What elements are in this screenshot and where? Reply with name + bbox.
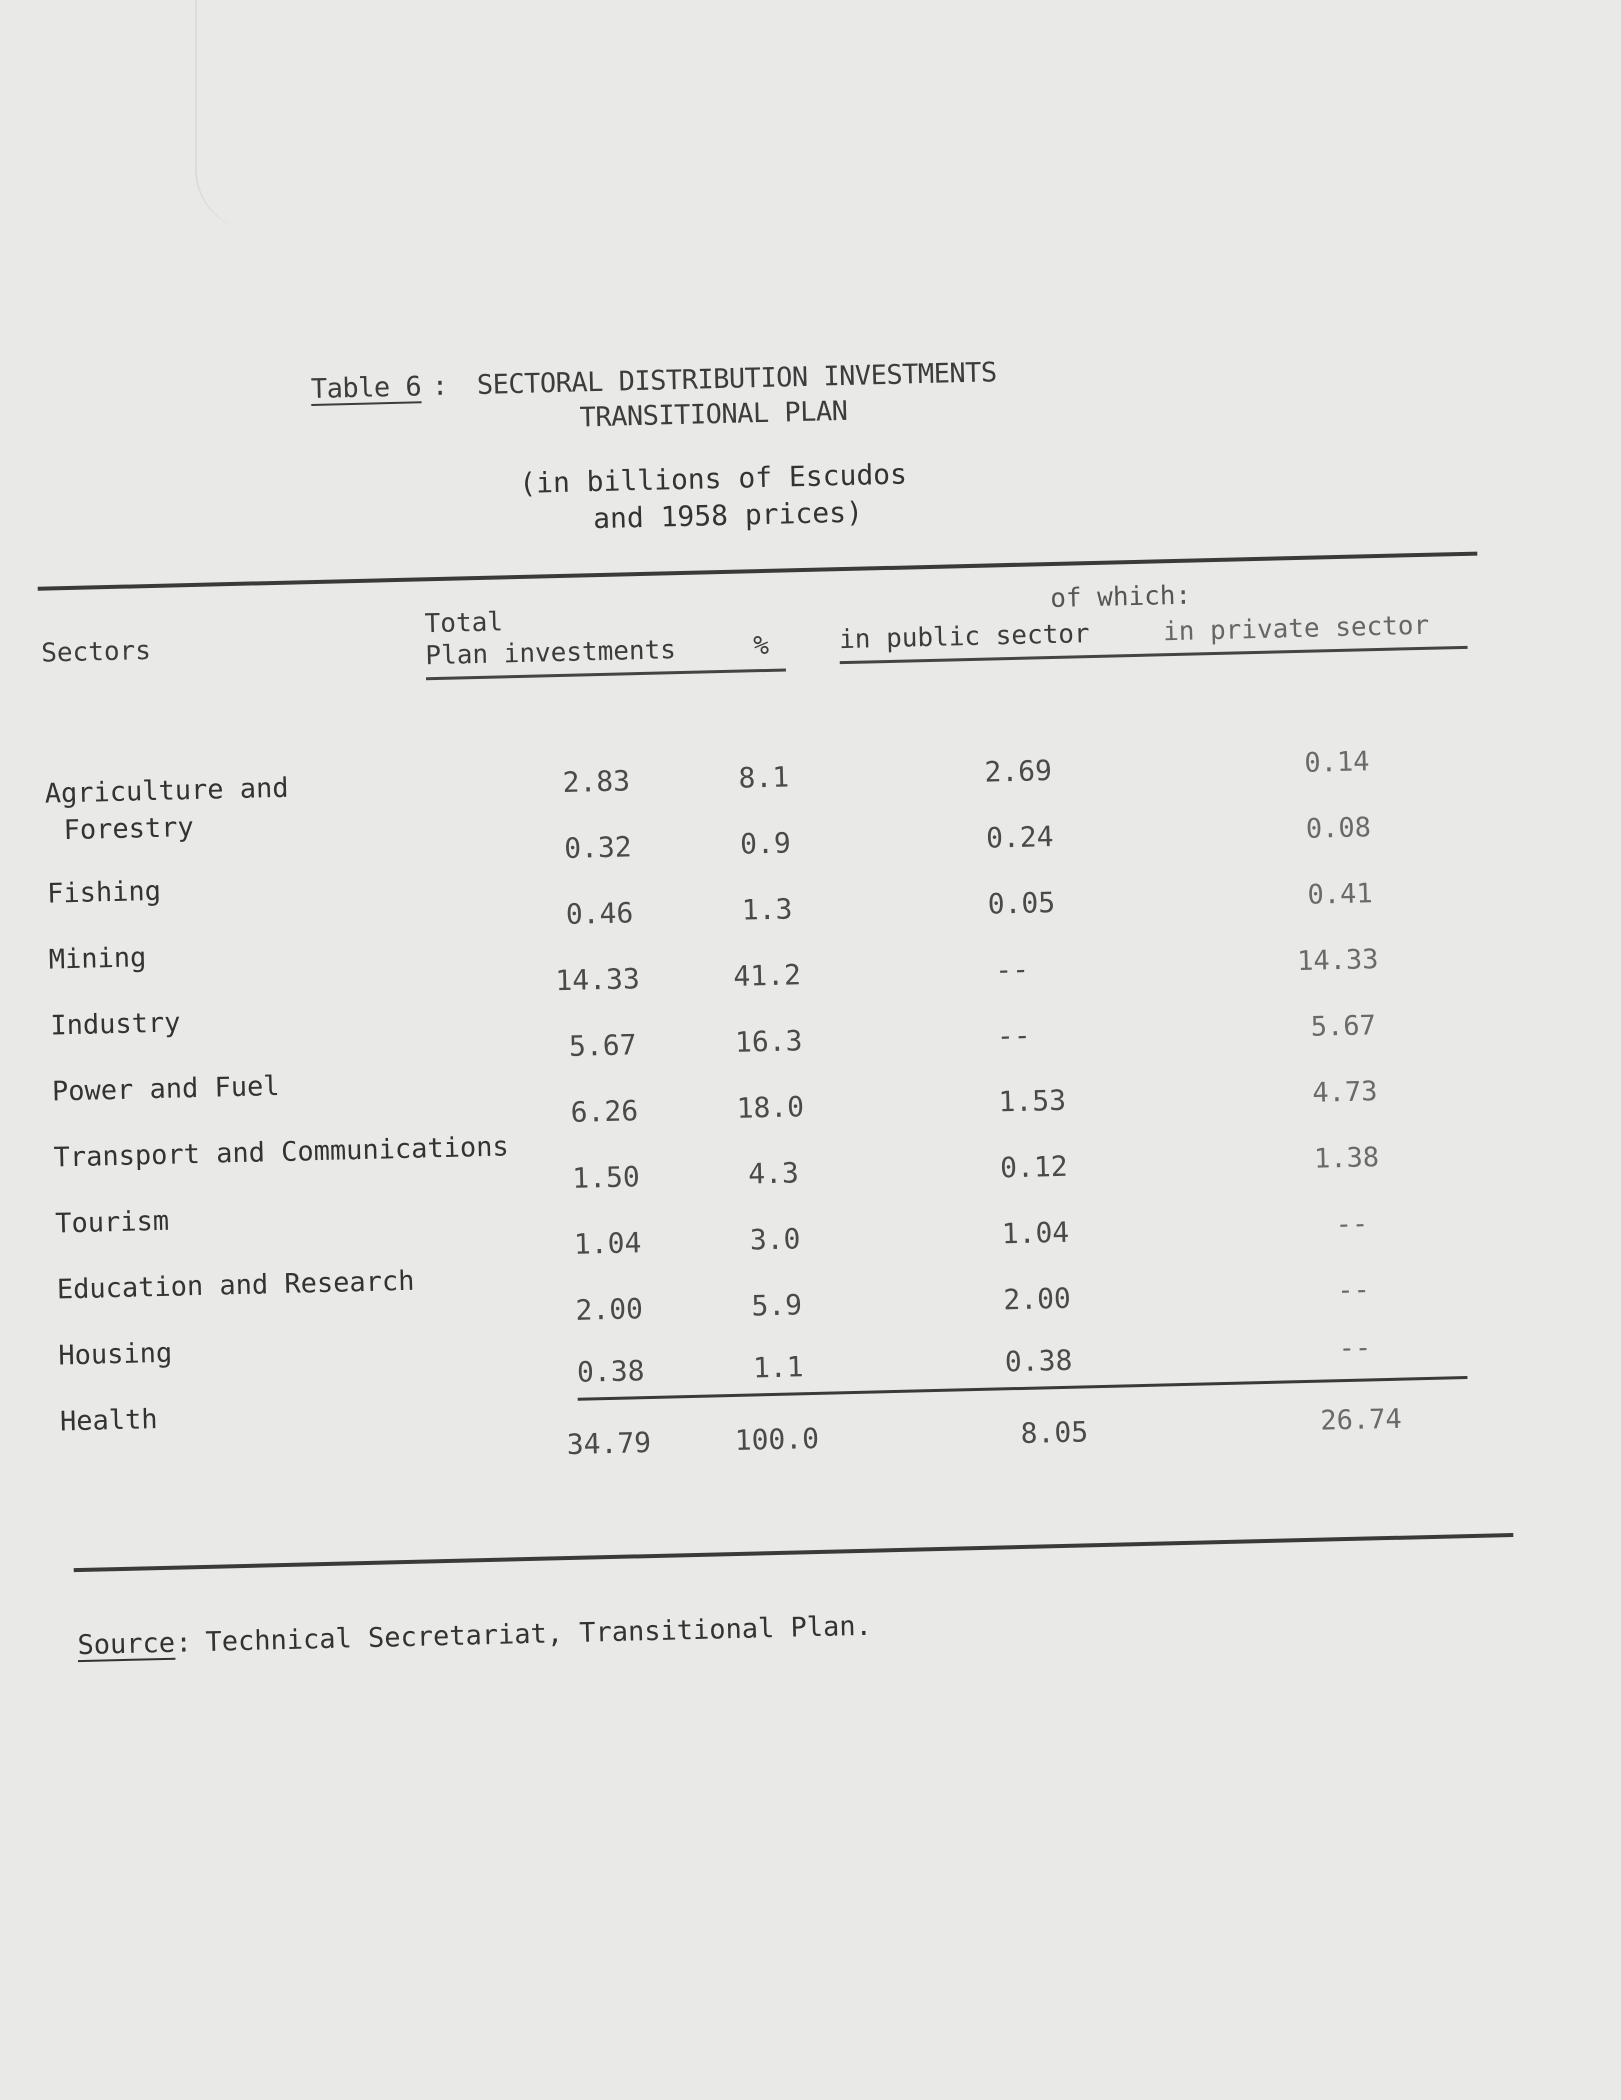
table-subtitle-line2: and 1958 prices) (592, 495, 864, 536)
header-total-line1: Total (424, 607, 504, 640)
table-title-line1: SECTORAL DISTRIBUTION INVESTMENTS (476, 357, 998, 401)
total-value: 5.67 (568, 1028, 637, 1063)
public-value: -- (994, 952, 1030, 987)
grand-total: 34.79 (566, 1426, 652, 1462)
sector-label: Industry (50, 1007, 181, 1042)
public-value: 2.00 (1002, 1281, 1072, 1317)
bottom-rule (74, 1533, 1514, 1572)
total-value: 1.50 (571, 1160, 641, 1195)
public-value: 1.04 (1001, 1215, 1070, 1251)
public-value: 1.53 (998, 1083, 1067, 1119)
grand-total-public: 8.05 (1020, 1415, 1089, 1450)
sector-label: Forestry (63, 812, 195, 847)
header-of-which: of which: (1049, 580, 1192, 615)
sector-label: Tourism (54, 1205, 170, 1240)
public-value: 0.38 (1004, 1343, 1073, 1379)
percent-value: 5.9 (751, 1288, 803, 1323)
public-value: 0.12 (999, 1149, 1068, 1185)
sector-label: Mining (48, 942, 147, 976)
source-text: Technical Secretariat, Transitional Plan. (205, 1610, 873, 1658)
sector-label: Education and Research (56, 1265, 415, 1306)
public-value: 0.05 (987, 885, 1056, 921)
private-value: 14.33 (1296, 944, 1379, 978)
header-sectors: Sectors (40, 636, 152, 669)
percent-value: 4.3 (747, 1156, 800, 1191)
private-value: 4.73 (1312, 1076, 1378, 1109)
header-private: in private sector (1162, 610, 1430, 648)
sum-rule (578, 1376, 1468, 1401)
source-colon: : (175, 1627, 193, 1659)
private-value: 5.67 (1310, 1010, 1377, 1043)
sector-label: Fishing (46, 875, 162, 910)
header-public: in public sector (838, 619, 1090, 656)
total-value: 2.00 (575, 1292, 644, 1327)
percent-value: 3.0 (749, 1222, 801, 1257)
source-label: Source (77, 1627, 176, 1662)
grand-total-percent: 100.0 (734, 1421, 820, 1457)
percent-value: 0.9 (739, 826, 792, 861)
table-label-colon: : (431, 370, 449, 403)
total-value: 0.38 (576, 1354, 645, 1389)
percent-value: 8.1 (738, 760, 790, 795)
total-value: 6.26 (570, 1094, 639, 1129)
table-title-line2: TRANSITIONAL PLAN (579, 395, 848, 434)
grand-total-private: 26.74 (1320, 1403, 1403, 1437)
total-value: 0.32 (563, 830, 633, 865)
public-value: 2.69 (984, 754, 1053, 789)
private-value: -- (1335, 1208, 1369, 1241)
public-value: -- (996, 1018, 1032, 1053)
private-value: 0.14 (1303, 746, 1370, 779)
percent-value: 1.3 (741, 892, 793, 927)
total-value: 14.33 (555, 962, 641, 998)
header-total-underline (426, 668, 786, 680)
sector-label: Housing (58, 1337, 173, 1372)
total-value: 2.83 (562, 764, 631, 799)
private-value: -- (1338, 1332, 1372, 1365)
private-value: 0.41 (1307, 878, 1373, 911)
private-value: 0.08 (1305, 812, 1372, 845)
sector-label: Transport and Communications (53, 1131, 510, 1174)
sector-label: Power and Fuel (51, 1070, 280, 1108)
table-label: Table 6 (310, 371, 422, 406)
total-value: 0.46 (565, 896, 634, 931)
percent-value: 18.0 (736, 1090, 805, 1125)
sector-label: Agriculture and (44, 772, 289, 810)
percent-value: 41.2 (732, 958, 802, 993)
private-value: -- (1336, 1274, 1371, 1307)
private-value: 1.38 (1313, 1142, 1380, 1175)
total-value: 1.04 (573, 1226, 642, 1261)
percent-value: 1.1 (752, 1350, 804, 1385)
header-percent: % (752, 630, 770, 662)
public-value: 0.24 (985, 820, 1054, 855)
sector-label: Health (59, 1404, 158, 1438)
header-total-line2: Plan investments (425, 635, 677, 672)
top-rule (38, 552, 1478, 591)
table-subtitle-line1: (in billions of Escudos (518, 457, 908, 500)
percent-value: 16.3 (734, 1024, 803, 1059)
